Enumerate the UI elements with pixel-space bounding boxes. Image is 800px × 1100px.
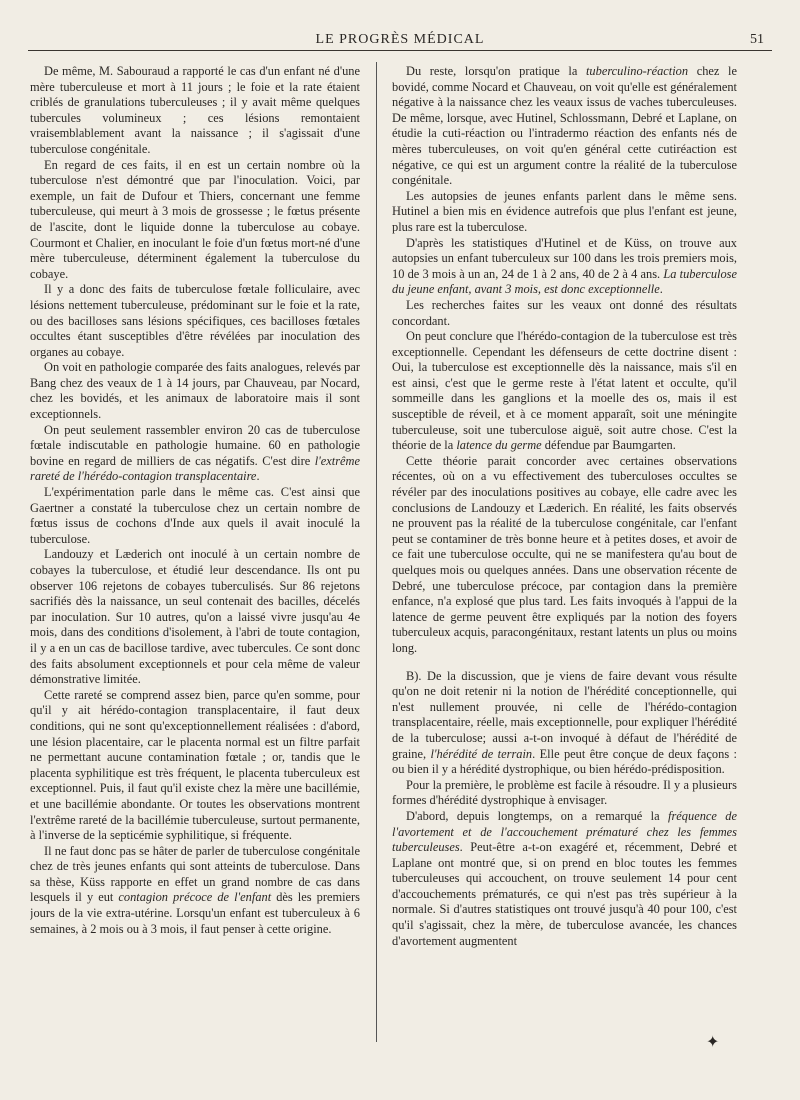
paragraph: Il y a donc des faits de tuberculose fœtale folliculaire, avec lésions nettement tuberculeuse, prédominant sur le foie et la rate, ou des bacilloses sans lésions spécifiques, ces bacilloses fœtales occultes étant susceptibles d'être révélées par inoculation des organes au cobaye. [30,282,360,359]
italic-phrase: tuberculino-réaction [585,64,689,78]
paragraph: De même, M. Sabouraud a rapporté le cas d'un enfant né d'une mère tuberculeuse et mort à 11 jours ; le foie et la rate étaient criblés de granulations tuberculeuses ; il y avait même quelques tubercules volumineux ; ces lésions remontaient vraisemblablement avant la naissance ; il s'agissait d'une tuberculose congénitale. [30,64,360,156]
paragraph-text: D'après les statistiques d'Hutinel et de Küss, on trouve aux autopsies un enfant tuberculeux sur 100 dans les trois premiers mois, 10 de 3 mois à un an, 24 de 1 à 2 ans, 40 de 2 à 4 ans. [392,235,737,281]
paragraph-text: . Peut-être a-t-on exagéré et, récemment, Debré et Laplane ont montré que, si on prend en bloc toutes les femmes tuberculeuses qui accouchent, on trouve seulement 14 pour cent d'accouchements prématurés, ce qui n'est pas très supérieur à la normale. Si d'autres statistiques ont trouvé jusqu'à 40 pour 100, c'est qu'il s'agissait, chez la mère, de tuberculose avancée, les chances d'avortement augmentent [392,840,737,948]
paragraph [392,329,737,454]
paragraph-text: . Elle peut être conçue de deux façons : ou bien il y a hérédité dystrophique, ou bien hérédo-prédisposition. [392,746,737,777]
paragraph-text: On peut seulement rassembler environ 20 cas de tuberculose fœtale indiscutable en pathologie humaine. 60 en pathologie bovine en regard de milliers de cas négatifs. C'est dire [30,422,360,468]
paragraph: L'expérimentation parle dans le même cas. C'est ainsi que Gaertner a constaté la tuberculose chez un certain nombre de fœtus issus de cochons d'Inde aux quels il avait inoculé la tuberculose. [30,485,360,546]
paragraph [392,809,737,949]
column-divider [376,62,377,1042]
paragraph: Pour la première, le problème est facile à résoudre. Il y a plusieurs formes d'hérédité dystrophique à envisager. [392,777,737,808]
running-header [28,30,772,52]
page-number: 51 [750,32,764,47]
paragraph [392,64,737,189]
paragraph-text: chez le bovidé, comme Nocard et Chauveau, on voit qu'elle est généralement négative à la naissance chez les veaux issus de vaches tuberculeuses. De même, lorsque, avec Hutinel, Schlossmann, Debré et Laplane, on étudie la cuti-réaction ou l'intradermo réaction des enfants nés de mères tuberculeuses, on voit qu'en général cette cutiréaction est négative, ce qui est un argument contre la réalité de la tuberculose congénitale. [392,64,737,188]
paragraph: Landouzy et Læderich ont inoculé à un certain nombre de cobayes la tuberculose, et étudié leur descendance. Ils ont pu observer 106 rejetons de cobayes tuberculisés. Sur 86 rejetons sacrifiés dès la naissance, un seul contenait des bacilles, décelés par inoculation. Sur 10 autres, qu'on a laissé vivre jusqu'au 4e mois, dans des conditions d'isolement, à l'abri de toute contagion, il y a en un cas de bacillose tardive, avec tubercules. Ce sont donc des faits absolument exceptionnels et pour cela même de valeur démonstrative limitée. [30,547,360,687]
italic-phrase: l'hérédité de terrain [430,746,533,761]
paragraph-text: défendue par Baumgarten. [541,438,676,453]
paragraph-text: . [256,469,260,484]
paragraph-text: D'abord, depuis longtemps, on a remarqué la [406,808,669,823]
italic-phrase: l'extrême rareté de l'hérédo-contagion transplacentaire [30,453,360,484]
paragraph-text: On peut conclure que l'hérédo-contagion de la tuberculose est très exceptionnelle. Cependant les défenseurs de cette doctrine disent : Oui, la tuberculose est exceptionnelle dès la naissance, mais s'il en est ainsi, c'est que le germe reste à l'état latent et occulte, qu'il sommeille dans les ganglions et la moelle des os, mais il est susceptible de réveil, et à ce moment apparaît, soit une méningite tuberculeuse, soit une tuberculose aiguë, soit autre chose. C'est la théorie de la [392,329,737,453]
paragraph: Les recherches faites sur les veaux ont donné des résultats concordant. [392,297,737,328]
paragraph-text: B). De la discussion, que je viens de faire devant vous résulte qu'on ne doit retenir ni la notion de l'hérédité conceptionnelle, qui n'est nullement prouvée, ni celle de l'hérédo-contagion transplacentaire, réelle, mais exceptionnelle, pour expliquer l'hérédité de la tuberculose; aussi a-t-on invoqué à défaut de l'hérédité de graine, [392,668,737,761]
paragraph: Cette théorie parait concorder avec certaines observations récentes, où on a vu effectivement des tuberculoses occultes se révéler par des inoculations positives au cobaye, elle cadre avec les conclusions de Landouzy et Læderich. En réalité, les faits observés ne prouvent pas la réalité de la tuberculose congénitale, car l'enfant peut se contaminer de très bonne heure et à petites doses, et avoir de ce fait une tuberculose occulte, qui ne se manifestera qu'au bout de quelques mois ou quelques années. Dans une observation récente de Debré, une tuberculose précoce, par contagion dans la première enfance, n'a explosé que plus tard. Les faits invoqués à l'appui de la latence de germe peuvent être expliqués par la notion des foyers tuberculeux acquis, paracongénitaux, restant latents un plus ou moins long. [392,453,737,655]
italic-phrase: fréquence de l'avortement et de l'accouchement prématuré chez les femmes tuberculeuses [392,808,737,855]
ornament-icon: ✦ [706,1034,720,1051]
paragraph [392,236,737,298]
journal-title: LE PROGRÈS MÉDICAL [315,32,485,47]
paragraph [392,669,737,778]
paragraph: En regard de ces faits, il en est un certain nombre où la tuberculose n'est démontré que par l'inoculation. Voici, par exemple, un fait de Dufour et Thiers, concernant une femme tuberculeuse, qui meurt à 3 mois de grossesse ; le fœtus présente de l'ascite, dont le liquide donne la tuberculose au cobaye. Courmont et Chalier, en inoculant le foie d'un fœtus mort-né d'une mère tuberculeuse, déterminent également la tuberculose du cobaye. [30,157,360,281]
paragraph-text: Il ne faut donc pas se hâter de parler de tuberculose congénitale chez de très jeunes enfants qui sont atteints de tuberculose. Dans sa thèse, Küss rapporte en effet un grand nombre de cas dans lesquels il y eut [30,843,360,905]
paragraph-text: . [659,282,663,297]
italic-phrase: latence du germe [456,438,542,453]
paragraph: On voit en pathologie comparée des faits analogues, relevés par Bang chez des veaux de 1 à 14 jours, par Chauveau, par Nocard, chez les bovidés, et les animaux de laboratoire mais il sont exceptionnels. [30,360,360,422]
italic-phrase: contagion précoce de l'enfant [118,890,272,905]
paragraph: Les autopsies de jeunes enfants parlent dans le même sens. Hutinel a bien mis en évidence autrefois que plus l'enfant est jeune, plus rare est la tuberculose. [392,188,737,234]
paragraph: Cette rareté se comprend assez bien, parce qu'en somme, pour qu'il y ait hérédo-contagion transplacentaire, il faut deux conditions, qui ne sont qu'exceptionnellement réalisées : d'abord, une lésion placentaire, car le placenta normal est un filtre parfait ne permettant aucune contamination fœtale ; or, tandis que le placenta syphilitique est très fréquent, le placenta tuberculeux est exceptionnel. Puis, il faut qu'il existe chez la mère une bacillémie, et une bacillémie abondante. Or toutes les observations montrent l'extrême rareté de la bacillémie tuberculeuse, surtout permanente, à l'inverse de la septicémie syphilitique, si fréquente. [30,687,360,843]
paragraph [30,423,360,485]
paragraph-text: Du reste, lorsqu'on pratique la [406,64,586,78]
header-rule [28,50,772,51]
paragraph [30,844,360,938]
italic-phrase: La tuberculose du jeune enfant, avant 3 mois, est donc exceptionnelle [392,266,737,297]
right-column [392,64,737,1074]
left-column [30,64,360,1074]
paragraph-text: dès les premiers jours de la vie extra-utérine. Lorsqu'un enfant est tuberculeux à 6 semaines, à 2 mois ou à 3 mois, il faut penser à cette origine. [30,890,360,936]
